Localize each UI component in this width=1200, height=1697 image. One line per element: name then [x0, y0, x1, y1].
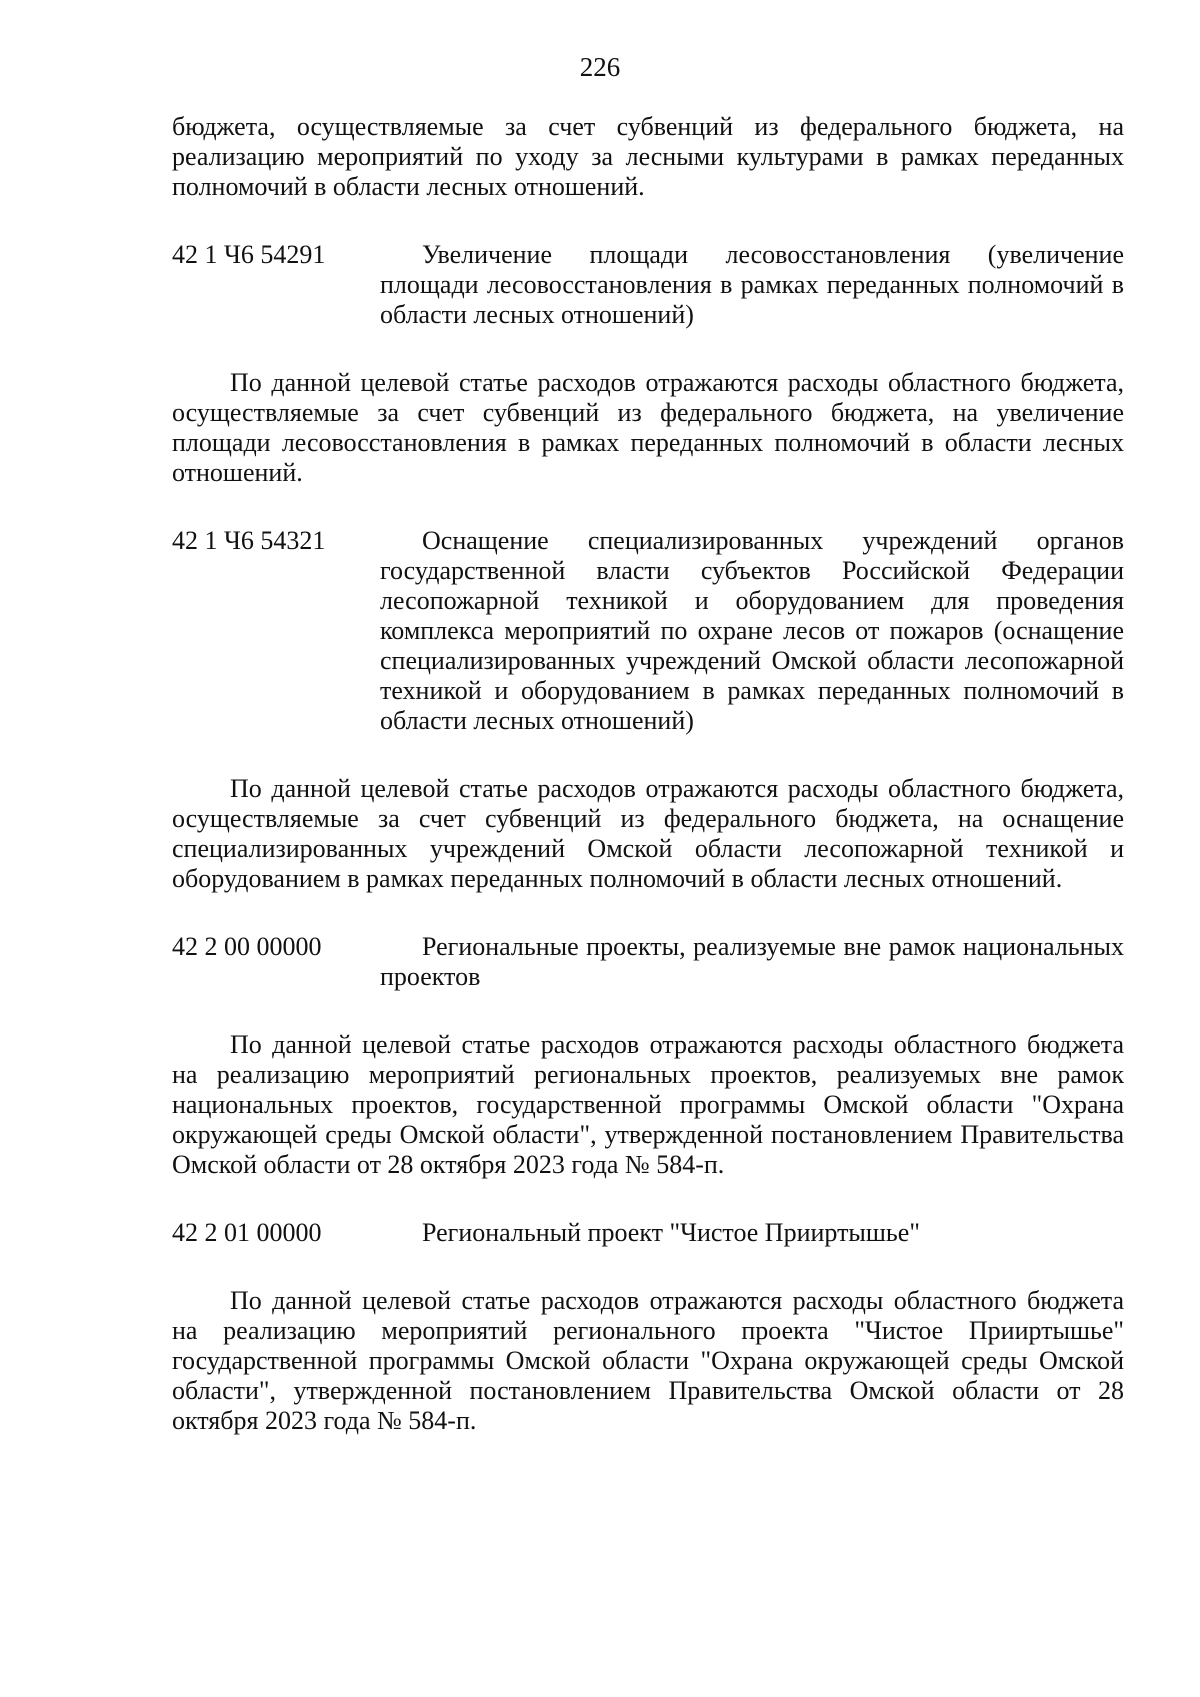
target-article-entry — [172, 240, 1124, 330]
description-paragraph: По данной целевой статье расходов отражаются расходы областного бюджета на реализацию мероприятий регионального проекта "Чистое Прииртышье" государственной программы Омской области "Охрана окружающей среды Омской области", утвержденной постановлением Правительства Омской области от 28 октября 2023 года № 584-п. — [172, 1286, 1124, 1435]
page-number: 226 — [579, 52, 621, 82]
intro-paragraph: бюджета, осуществляемые за счет субвенций из федерального бюджета, на реализацию мероприятий по уходу за лесными культурами в рамках переданных полномочий в области лесных отношений. — [172, 112, 1124, 201]
article-code: 42 1 Ч6 54321 — [172, 526, 326, 555]
article-title: Увеличение площади лесовосстановления (увеличение площади лесовосстановления в рамках переданных полномочий в области лесных отношений) — [380, 240, 1124, 329]
target-article-entry — [172, 932, 1124, 992]
article-title: Оснащение специализированных учреждений органов государственной власти субъектов Российской Федерации лесопожарной техникой и оборудованием для проведения комплекса мероприятий по охране лесов от пожаров (оснащение специализированных учреждений Омской области лесопожарной техникой и оборудованием в рамках переданных полномочий в области лесных отношений) — [380, 526, 1124, 735]
description-paragraph: По данной целевой статье расходов отражаются расходы областного бюджета, осуществляемые за счет субвенций из федерального бюджета, на оснащение специализированных учреждений Омской области лесопожарной техникой и оборудованием в рамках переданных полномочий в области лесных отношений. — [172, 774, 1124, 893]
target-article-entry — [172, 526, 1124, 736]
description-paragraph: По данной целевой статье расходов отражаются расходы областного бюджета, осуществляемые за счет субвенций из федерального бюджета, на увеличение площади лесовосстановления в рамках переданных полномочий в области лесных отношений. — [172, 368, 1124, 487]
article-title: Региональный проект "Чистое Прииртышье" — [422, 1218, 920, 1247]
article-code: 42 2 00 00000 — [172, 932, 322, 961]
description-paragraph: По данной целевой статье расходов отражаются расходы областного бюджета на реализацию мероприятий региональных проектов, реализуемых вне рамок национальных проектов, государственной программы Омской области "Охрана окружающей среды Омской области", утвержденной постановлением Правительства Омской области от 28 октября 2023 года № 584-п. — [172, 1030, 1124, 1179]
article-code: 42 2 01 00000 — [172, 1218, 322, 1247]
target-article-entry — [172, 1218, 1124, 1248]
article-title: Региональные проекты, реализуемые вне рамок национальных проектов — [380, 932, 1124, 991]
document-body — [172, 112, 1124, 1436]
article-code: 42 1 Ч6 54291 — [172, 240, 326, 269]
